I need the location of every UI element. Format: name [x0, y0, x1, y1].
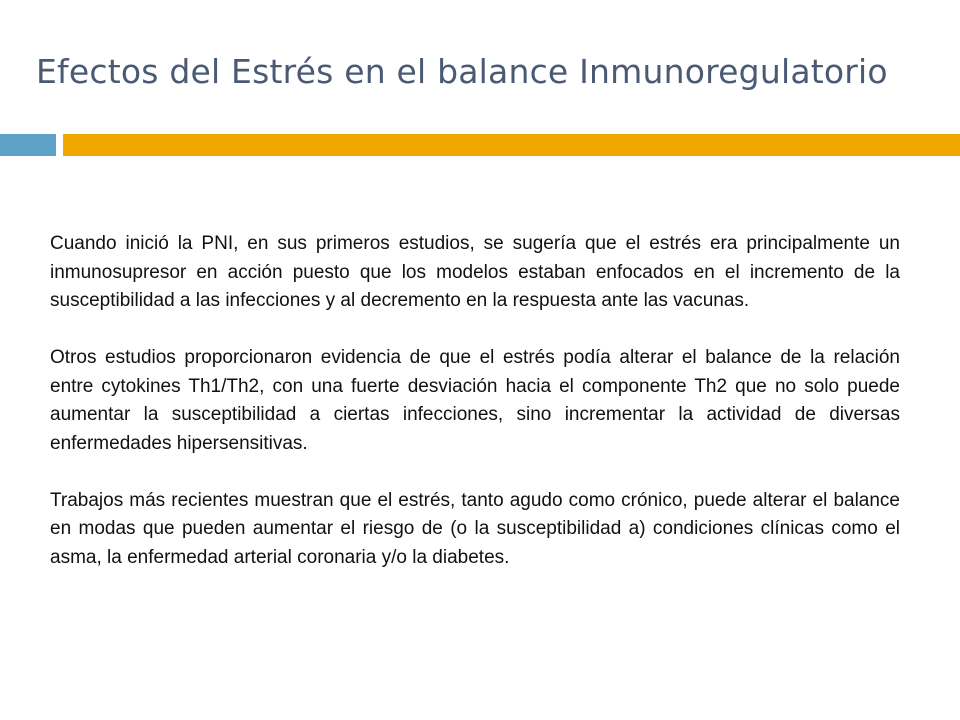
slide-body — [50, 230, 900, 572]
paragraph-recent-studies: Trabajos más recientes muestran que el estrés, tanto agudo como crónico, puede alterar el balance en modas que pueden aumentar el riesgo de (o la susceptibilidad a) condiciones clínicas como el asma, la enfermedad arterial coronaria y/o la diabetes. — [50, 489, 900, 568]
slide-title: Efectos del Estrés en el balance Inmunoregulatorio — [36, 52, 888, 91]
accent-bar-orange — [63, 134, 960, 156]
paragraph-th1-th2-balance: Otros estudios proporcionaron evidencia de que el estrés podía alterar el balance de la relación entre cytokines Th1/Th2, con una fuerte desviación hacia el componente Th2 que no solo puede aumentar la susceptibilidad a ciertas infecciones, sino incrementar la actividad de diversas enfermedades hipersensitivas. — [50, 347, 900, 454]
accent-bar-blue — [0, 134, 56, 156]
paragraph-pni-origins: Cuando inició la PNI, en sus primeros estudios, se sugería que el estrés era principalmente un inmunosupresor en acción puesto que los modelos estaban enfocados en el incremento de la susceptibilidad a las infecciones y al decremento en la respuesta ante las vacunas. — [50, 233, 900, 311]
